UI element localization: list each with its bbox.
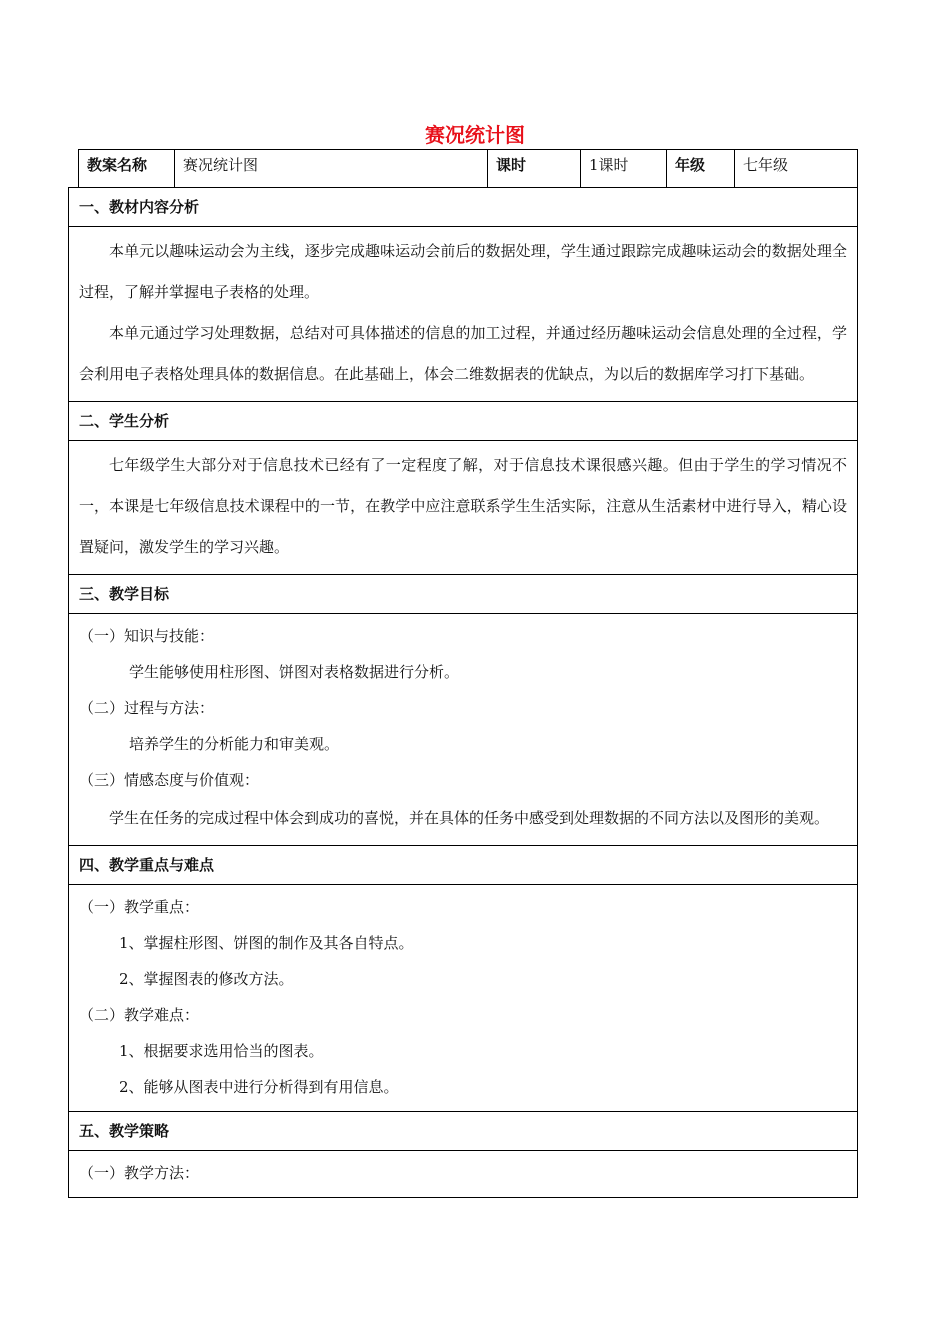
subheading: （一）知识与技能： — [79, 627, 215, 645]
section-title-students: 二、学生分析 — [68, 401, 858, 440]
section-body-strategy — [68, 1150, 858, 1198]
lesson-name-value: 赛况统计图 — [175, 150, 488, 187]
section-body-students — [68, 440, 858, 574]
period-label: 课时 — [488, 150, 581, 187]
grade-value: 七年级 — [743, 156, 789, 174]
list-item: 2、掌握图表的修改方法。 — [119, 970, 294, 988]
section-body-objectives — [68, 613, 858, 845]
list-item: 1、掌握柱形图、饼图的制作及其各自特点。 — [119, 934, 414, 952]
lesson-plan-table — [68, 149, 858, 1198]
section-title-objectives: 三、教学目标 — [68, 574, 858, 613]
objective-text: 学生能够使用柱形图、饼图对表格数据进行分析。 — [129, 663, 460, 681]
section-title-strategy: 五、教学策略 — [68, 1111, 858, 1150]
subheading: （一）教学方法： — [79, 1164, 200, 1182]
period-value: 1课时 — [581, 150, 667, 187]
objective-text: 学生在任务的完成过程中体会到成功的喜悦，并在具体的任务中感受到处理数据的不同方法以及图形的美观。 — [109, 809, 830, 827]
subheading: （二）过程与方法： — [79, 699, 215, 717]
paragraph: 七年级学生大部分对于信息技术已经有了一定程度了解，对于信息技术课很感兴趣。但由于学生的学习情况不一，本课是七年级信息技术课程中的一节，在教学中应注意联系学生生活实际，注意从生活素材中进行导入，精心设置疑问，激发学生的学习兴趣。 — [79, 456, 847, 556]
list-item: 2、能够从图表中进行分析得到有用信息。 — [119, 1078, 399, 1096]
subheading: （三）情感态度与价值观： — [79, 771, 260, 789]
list-item: 1、根据要求选用恰当的图表。 — [119, 1042, 324, 1060]
subheading: （一）教学重点： — [79, 898, 200, 916]
paragraph: 本单元以趣味运动会为主线，逐步完成趣味运动会前后的数据处理，学生通过跟踪完成趣味运动会的数据处理全过程，了解并掌握电子表格的处理。 — [79, 242, 847, 301]
lesson-name-label: 教案名称 — [79, 150, 175, 187]
section-body-key-points — [68, 884, 858, 1111]
grade-label: 年级 — [667, 150, 735, 187]
section-title-material: 一、教材内容分析 — [68, 187, 858, 226]
section-title-key-points: 四、教学重点与难点 — [68, 845, 858, 884]
subheading: （二）教学难点： — [79, 1006, 200, 1024]
section-body-material — [68, 226, 858, 401]
paragraph: 本单元通过学习处理数据，总结对可具体描述的信息的加工过程，并通过经历趣味运动会信息处理的全过程，学会利用电子表格处理具体的数据信息。在此基础上，体会二维数据表的优缺点，为以后的数据库学习打下基础。 — [79, 324, 847, 383]
header-row — [78, 149, 858, 187]
objective-text: 培养学生的分析能力和审美观。 — [129, 735, 340, 753]
document-title: 赛况统计图 — [425, 123, 525, 147]
